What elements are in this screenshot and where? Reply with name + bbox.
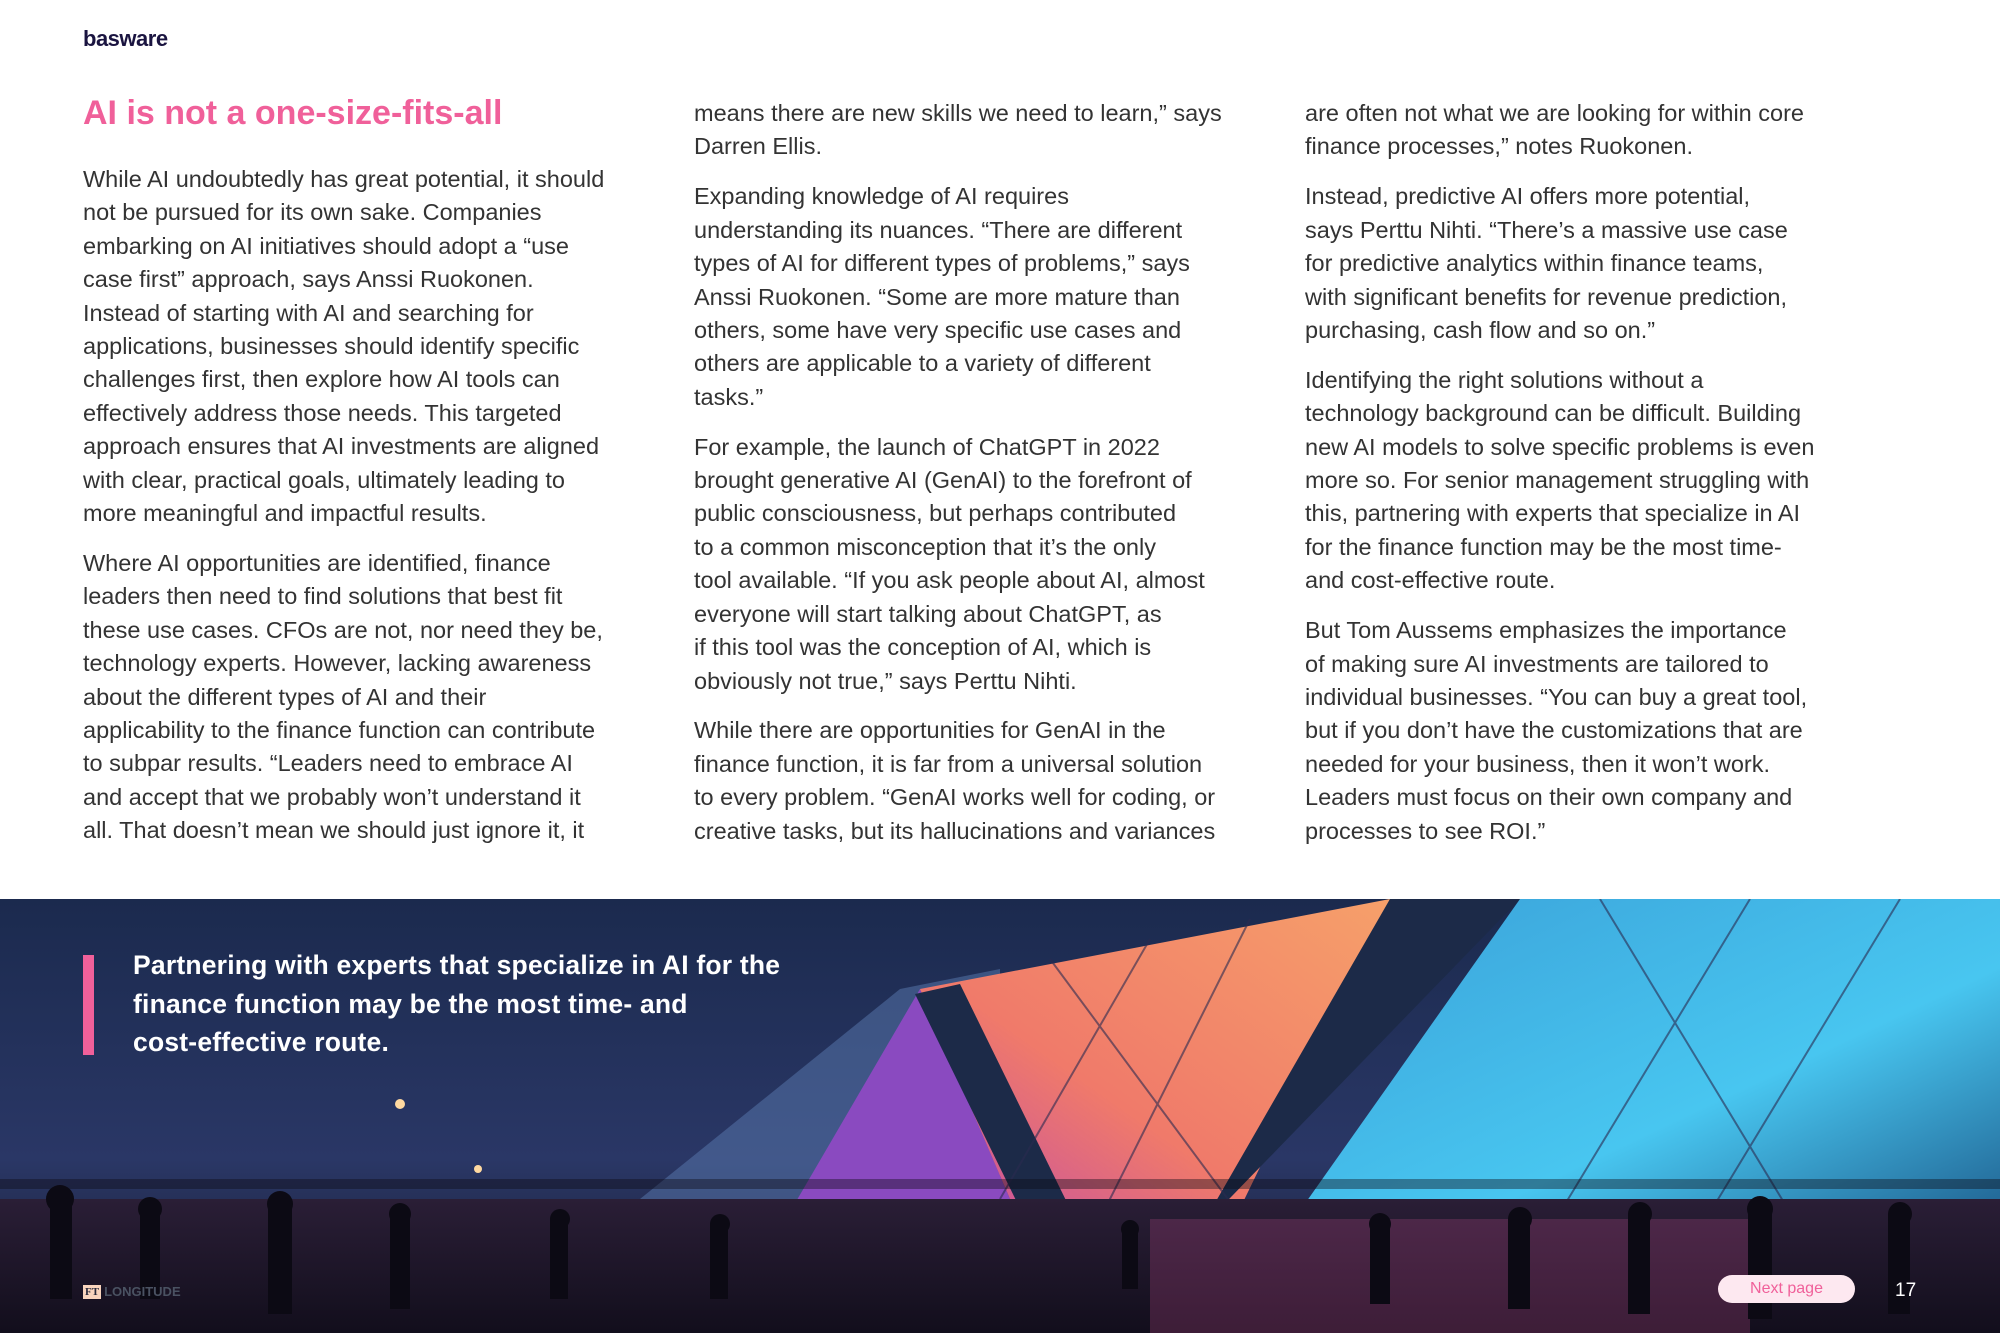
text-line: all. That doesn’t mean we should just ignore it, it [83, 817, 585, 844]
text-line: new AI models to solve specific problems is even [1305, 433, 1815, 460]
text-line: tasks.” [694, 383, 764, 410]
text-line: Where AI opportunities are identified, finance [83, 549, 551, 576]
text-line: tool available. “If you ask people about AI, almost [694, 567, 1205, 594]
text-line: others, some have very specific use cases and [694, 316, 1182, 343]
text-line: technology background can be difficult. Building [1305, 400, 1802, 427]
paragraph [1305, 180, 1865, 347]
text-line: public consciousness, but perhaps contributed [694, 500, 1177, 527]
text-line: to subpar results. “Leaders need to embrace AI [83, 750, 573, 777]
text-line: Darren Ellis. [694, 133, 822, 160]
text-line: obviously not true,” says Perttu Nihti. [694, 667, 1077, 694]
ft-longitude-logo [83, 1284, 181, 1299]
text-line: are often not what we are looking for within core [1305, 100, 1804, 126]
text-line: applications, businesses should identify specific [83, 333, 580, 360]
text-line: others are applicable to a variety of different [694, 350, 1151, 377]
text-line: and cost-effective route. [1305, 567, 1556, 594]
text-line: everyone will start talking about ChatGPT, as [694, 600, 1162, 627]
article-column-1 [83, 163, 643, 864]
text-line: Instead, predictive AI offers more potential, [1305, 183, 1751, 210]
text-line: leaders then need to find solutions that best fit [83, 583, 563, 610]
text-line: more so. For senior management struggling with [1305, 467, 1810, 494]
text-line: For example, the launch of ChatGPT in 2022 [694, 433, 1160, 460]
text-line: While AI undoubtedly has great potential, it should [83, 166, 605, 192]
section-heading: AI is not a one-size-fits-all [83, 94, 503, 132]
page-number: 17 [1895, 1280, 1917, 1301]
paragraph [694, 714, 1254, 848]
text-line: Instead of starting with AI and searching for [83, 299, 534, 326]
hero-image-band [0, 899, 2000, 1333]
text-line: about the different types of AI and their [83, 683, 487, 710]
paragraph [1305, 614, 1865, 848]
text-line: means there are new skills we need to learn,” says [694, 100, 1222, 126]
article-column-2 [694, 97, 1254, 865]
next-page-button[interactable]: Next page [1718, 1275, 1855, 1303]
text-line: Anssi Ruokonen. “Some are more mature than [694, 283, 1180, 310]
paragraph [83, 163, 643, 530]
text-line: for the finance function may be the most time- [1305, 533, 1782, 560]
text-line: with clear, practical goals, ultimately leading to [83, 466, 565, 493]
pullquote-line: finance function may be the most time- and [133, 988, 688, 1019]
text-line: technology experts. However, lacking awareness [83, 650, 592, 677]
text-line: says Perttu Nihti. “There’s a massive use case [1305, 216, 1788, 243]
text-line: case first” approach, says Anssi Ruokonen. [83, 266, 534, 293]
paragraph [1305, 364, 1865, 598]
text-line: these use cases. CFOs are not, nor need they be, [83, 616, 603, 643]
basware-logo: basware [83, 26, 168, 51]
text-line: types of AI for different types of problems,” says [694, 250, 1190, 277]
text-line: effectively address those needs. This targeted [83, 399, 562, 426]
text-line: understanding its nuances. “There are different [694, 216, 1183, 243]
paragraph [694, 180, 1254, 414]
text-line: of making sure AI investments are tailored to [1305, 650, 1769, 677]
text-line: and accept that we probably won’t understand it [83, 783, 581, 810]
text-line: approach ensures that AI investments are aligned [83, 433, 600, 460]
text-line: this, partnering with experts that specialize in AI [1305, 500, 1801, 527]
pullquote-line: Partnering with experts that specialize in AI for the [133, 950, 781, 980]
text-line: with significant benefits for revenue prediction, [1305, 283, 1788, 310]
paragraph [694, 97, 1254, 164]
text-line: individual businesses. “You can buy a great tool, [1305, 684, 1808, 710]
paragraph [694, 431, 1254, 698]
text-line: finance processes,” notes Ruokonen. [1305, 133, 1693, 160]
text-line: but if you don’t have the customizations that are [1305, 717, 1803, 744]
text-line: if this tool was the conception of AI, which is [694, 634, 1152, 661]
text-line: to a common misconception that it’s the only [694, 533, 1156, 560]
text-line: Identifying the right solutions without a [1305, 366, 1704, 393]
ft-logo-text: LONGITUDE [104, 1284, 181, 1299]
text-line: brought generative AI (GenAI) to the forefront of [694, 467, 1192, 494]
text-line: creative tasks, but its hallucinations and variances [694, 817, 1216, 844]
text-line: for predictive analytics within finance teams, [1305, 250, 1764, 277]
text-line: processes to see ROI.” [1305, 817, 1546, 844]
article-column-3 [1305, 97, 1865, 865]
text-line: challenges first, then explore how AI tools can [83, 366, 560, 393]
text-line: purchasing, cash flow and so on.” [1305, 316, 1656, 343]
text-line: But Tom Aussems emphasizes the importance [1305, 617, 1787, 644]
pullquote-line: cost-effective route. [133, 1027, 390, 1057]
text-line: more meaningful and impactful results. [83, 500, 487, 527]
pullquote [133, 946, 853, 1062]
text-line: not be pursued for its own sake. Companies [83, 199, 542, 226]
text-line: embarking on AI initiatives should adopt a “use [83, 232, 569, 259]
text-line: Leaders must focus on their own company and [1305, 784, 1793, 811]
text-line: to every problem. “GenAI works well for coding, or [694, 784, 1216, 811]
text-line: While there are opportunities for GenAI in the [694, 717, 1166, 744]
pullquote-accent-bar [83, 955, 94, 1055]
text-line: needed for your business, then it won’t work. [1305, 750, 1771, 777]
text-line: applicability to the finance function can contribute [83, 717, 596, 743]
paragraph [83, 547, 643, 848]
paragraph [1305, 97, 1865, 164]
text-line: finance function, it is far from a universal solution [694, 750, 1203, 777]
text-line: Expanding knowledge of AI requires [694, 183, 1069, 210]
ft-mark: FT [85, 1285, 100, 1298]
